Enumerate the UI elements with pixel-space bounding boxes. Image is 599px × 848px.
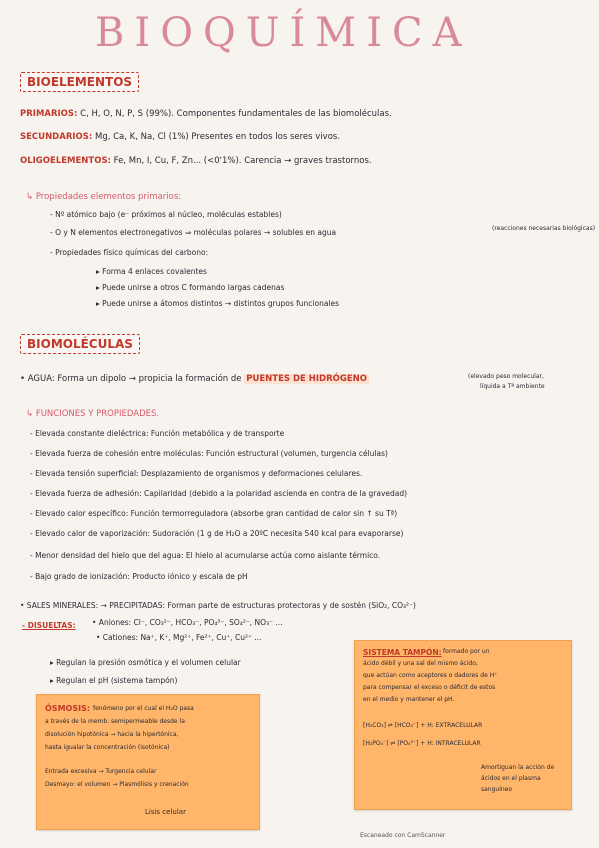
tampon-line: formado por un xyxy=(443,648,490,655)
section-heading-bioelementos: BIOELEMENTOS xyxy=(20,72,139,92)
prop-item: - Nº atómico bajo (e⁻ próximos al núcleo, moléculas estables) xyxy=(50,210,282,219)
funcion-item: - Elevada constante dieléctrica: Función metabólica y de transporte xyxy=(30,429,285,438)
cationes-line: • Cationes: Na⁺, K⁺, Mg²⁺, Fe²⁺, Cu⁺, Cu²⁺ ... xyxy=(96,633,262,642)
tampon-line: ácido débil y una sal del mismo ácido, xyxy=(363,660,478,667)
osmosis-line: Desmayo: el volumen → Plasmólisis y crenación xyxy=(45,781,189,788)
carbono-item: ▸ Forma 4 enlaces covalentes xyxy=(96,267,207,276)
prop-heading: ↳ Propiedades elementos primarios: xyxy=(26,192,182,202)
osmosis-sticky-note xyxy=(36,694,260,830)
prop-item: - O y N elementos electronegativos ⇒ moléculas polares → solubles en agua xyxy=(50,228,337,237)
agua-text: • AGUA: Forma un dipolo → propicia la formación de xyxy=(20,374,242,384)
primarios-label: PRIMARIOS: xyxy=(20,109,78,119)
osmosis-title: ÓSMOSIS: xyxy=(45,704,91,713)
tampon-line: Amortiguan la acción de xyxy=(481,764,555,771)
agua-note: (elevado peso molecular, xyxy=(468,373,544,380)
secundarios-line xyxy=(20,133,340,142)
osmosis-line: disolución hipotónica → hacia la hipertónica, xyxy=(45,731,179,738)
funcion-item: - Elevada tensión superficial: Desplazamiento de organismos y deformaciones celulares. xyxy=(30,469,363,478)
regulan-item: ▸ Regulan el pH (sistema tampón) xyxy=(50,676,178,685)
osmosis-line: fenómeno por el cual el H₂O pasa xyxy=(93,705,194,712)
carbono-item: ▸ Puede unirse a átomos distintos → distintos grupos funcionales xyxy=(96,299,340,308)
tampon-line: [H₂PO₄⁻] ⇌ [PO₄³⁻] + H: INTRACELULAR xyxy=(363,740,481,747)
tampon-line: ácidos en el plasma xyxy=(481,775,541,782)
prop-item: - Propiedades físico químicas del carbono: xyxy=(50,248,209,257)
funciones-heading: ↳ FUNCIONES Y PROPIEDADES. xyxy=(26,409,160,419)
osmosis-line: Entrada excesiva → Turgencia celular xyxy=(45,768,157,775)
sales-line: • SALES MINERALES: → PRECIPITADAS: Forman parte de estructuras protectoras y de sostén (SiO₂, CO₃²⁻) xyxy=(20,601,416,610)
tampon-line: en el medio y mantener el pH. xyxy=(363,696,455,703)
aniones-line: • Aniones: Cl⁻, CO₃²⁻, HCO₃⁻, PO₄³⁻, SO₄²⁻, NO₃⁻ ... xyxy=(92,618,283,627)
agua-note: líquida a Tª ambiente xyxy=(480,383,545,390)
secundarios-label: SECUNDARIOS: xyxy=(20,132,93,142)
oligo-text: Fe, Mn, I, Cu, F, Zn... (<0'1%). Carencia → graves trastornos. xyxy=(113,156,372,166)
funcion-item: - Menor densidad del hielo que del agua: El hielo al acumularse actúa como aislante térmico. xyxy=(30,551,381,560)
funcion-item: - Elevado calor específico: Función termorreguladora (absorbe gran cantidad de calor sin ↑ su Tª) xyxy=(30,509,398,518)
primarios-text: C, H, O, N, P, S (99%). Componentes fundamentales de las biomoléculas. xyxy=(80,109,392,119)
carbono-item: ▸ Puede unirse a otros C formando largas cadenas xyxy=(96,283,285,292)
osmosis-line: hasta igualar la concentración (isotónica) xyxy=(45,744,170,751)
page-title: BIOQUÍMICA xyxy=(95,10,472,56)
oligo-label: OLIGOELEMENTOS: xyxy=(20,156,111,166)
prop-note: (reacciones necesarias biológicas) xyxy=(492,225,596,232)
tampon-title: SISTEMA TAMPÓN: xyxy=(363,648,442,657)
agua-line xyxy=(20,375,369,384)
secundarios-text: Mg, Ca, K, Na, Cl (1%) Presentes en todos los seres vivos. xyxy=(94,132,341,142)
tampon-line: que actúan como aceptores o dadores de H⁺ xyxy=(363,672,498,679)
section-heading-biomoleculas: BIOMOLÉCULAS xyxy=(20,334,140,354)
osmosis-line: Lisis celular xyxy=(145,808,186,816)
osmosis-line: a través de la memb. semipermeable desde la xyxy=(45,718,185,725)
tampon-line: para compensar el exceso o déficit de estos xyxy=(363,684,496,691)
funcion-item: - Bajo grado de ionización: Producto iónico y escala de pH xyxy=(30,572,248,581)
primarios-line xyxy=(20,110,392,119)
scanner-footer: Escaneado con CamScanner xyxy=(360,832,446,839)
agua-puentes: PUENTES DE HIDRÓGENO xyxy=(246,374,368,384)
regulan-item: ▸ Regulan la presión osmótica y el volumen celular xyxy=(50,658,241,667)
disueltas-label: - DISUELTAS: xyxy=(22,621,76,630)
oligo-line xyxy=(20,157,372,166)
tampon-sticky-note xyxy=(354,640,572,810)
tampon-line: [H₂CO₃] ⇌ [HCO₃⁻] + H: EXTRACELULAR xyxy=(363,722,483,729)
tampon-line: sanguíneo xyxy=(481,786,513,793)
funcion-item: - Elevada fuerza de adhesión: Capilaridad (debido a la polaridad ascienda en contra de la gravedad) xyxy=(30,489,408,498)
funcion-item: - Elevada fuerza de cohesión entre moléculas: Función estructural (volumen, turgencia células) xyxy=(30,449,388,458)
funcion-item: - Elevado calor de vaporización: Sudoración (1 g de H₂O a 20ºC necesita 540 kcal para evaporarse) xyxy=(30,529,404,538)
